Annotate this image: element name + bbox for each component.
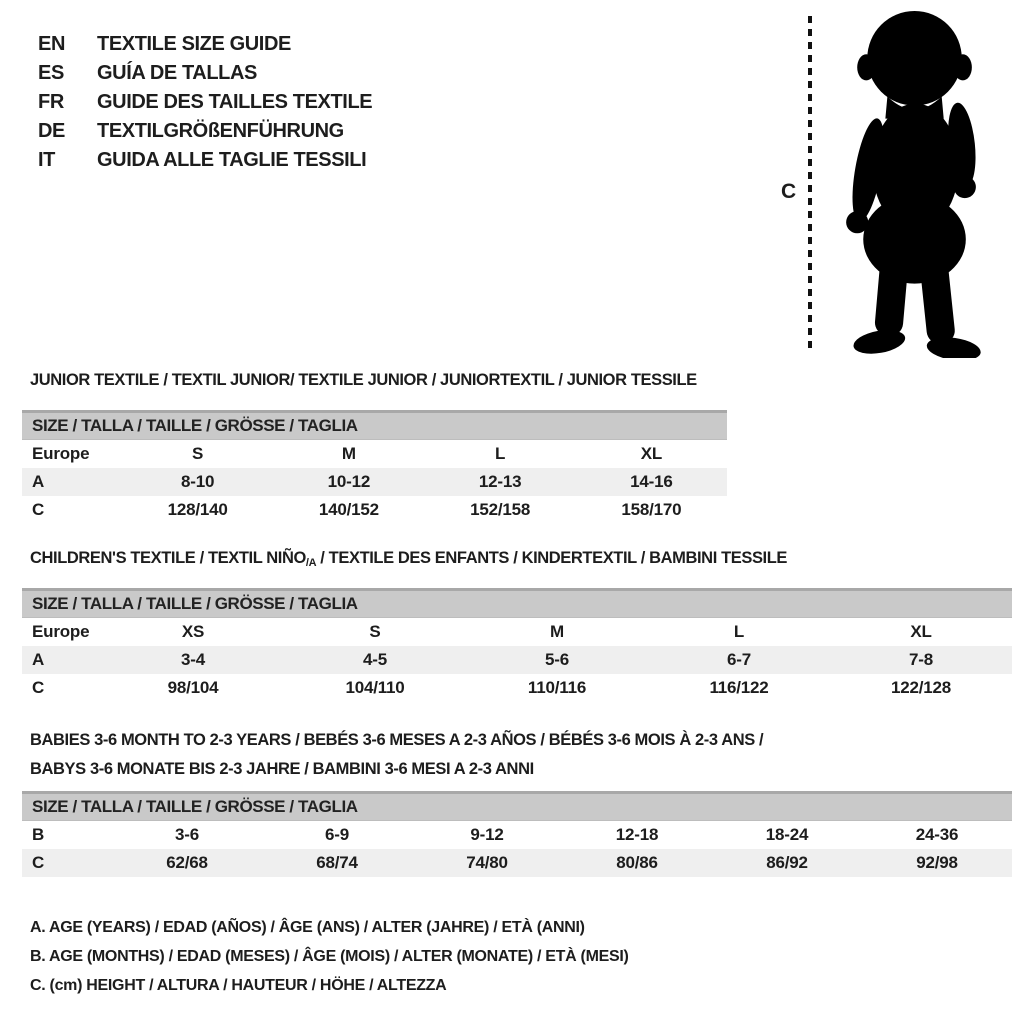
babies-heading-line1: BABIES 3-6 MONTH TO 2-3 YEARS / BEBÉS 3-6 MESES A 2-3 AÑOS / BÉBÉS 3-6 MOIS À 2-3 ANS / (30, 731, 764, 749)
row-label: Europe (32, 444, 90, 463)
children-heading-pre: CHILDREN'S TEXTILE / TEXTIL NIÑO (30, 549, 306, 567)
row-label: C (32, 500, 45, 519)
guide-title-en: TEXTILE SIZE GUIDE (97, 33, 291, 55)
children-row-height (22, 674, 1012, 702)
babies-heading-line2: BABYS 3-6 MONATE BIS 2-3 JAHRE / BAMBINI 3-6 MESI A 2-3 ANNI (30, 760, 534, 778)
age-cell: 4-5 (363, 650, 387, 669)
height-cell: 74/80 (466, 853, 508, 872)
language-code-de: DE (38, 120, 65, 142)
height-cell: 104/110 (345, 678, 405, 697)
silhouette-ear-left (857, 54, 875, 80)
row-label: C (32, 853, 45, 872)
toddler-silhouette (820, 6, 998, 358)
junior-row-age (22, 468, 727, 496)
silhouette-leg-right (919, 258, 956, 345)
junior-section-heading: JUNIOR TEXTILE / TEXTIL JUNIOR/ TEXTILE JUNIOR / JUNIORTEXTIL / JUNIOR TESSILE (30, 371, 697, 389)
height-measure-label: C (781, 180, 797, 203)
height-cell: 86/92 (766, 853, 808, 872)
language-row-de (38, 117, 372, 146)
height-cell: 140/152 (318, 500, 379, 519)
children-size-table (22, 588, 1012, 702)
language-code-en: EN (38, 33, 65, 55)
language-row-en (38, 30, 372, 59)
height-cell: 128/140 (167, 500, 228, 519)
months-cell: 3-6 (175, 825, 199, 844)
height-cell: 110/116 (527, 678, 587, 697)
babies-size-table (22, 791, 1012, 877)
height-cell: 80/86 (616, 853, 658, 872)
size-cell: L (733, 622, 745, 641)
children-row-europe (22, 618, 1012, 646)
guide-title-es: GUÍA DE TALLAS (97, 62, 257, 84)
age-cell: 12-13 (478, 472, 522, 491)
babies-row-months (22, 821, 1012, 849)
language-code-it: IT (38, 149, 55, 171)
height-cell: 122/128 (890, 678, 952, 697)
language-code-es: ES (38, 62, 64, 84)
children-heading-post: / TEXTILE DES ENFANTS / KINDERTEXTIL / BAMBINI TESSILE (316, 549, 788, 567)
age-cell: 3-4 (181, 650, 205, 669)
age-cell: 10-12 (327, 472, 371, 491)
age-cell: 5-6 (545, 650, 569, 669)
height-cell: 158/170 (621, 500, 682, 519)
height-cell: 62/68 (166, 853, 208, 872)
junior-row-europe (22, 440, 727, 468)
junior-row-height (22, 496, 727, 524)
size-cell: M (550, 622, 564, 641)
guide-title-de: TEXTILGRÖßENFÜHRUNG (97, 120, 344, 142)
language-row-it (38, 146, 372, 175)
row-label: C (32, 678, 45, 697)
height-cell: 92/98 (916, 853, 958, 872)
language-row-fr (38, 88, 372, 117)
legend-line-b: B. AGE (MONTHS) / EDAD (MESES) / ÂGE (MOIS) / ALTER (MONATE) / ETÀ (MESI) (30, 948, 629, 965)
silhouette-hand-right (954, 176, 976, 198)
children-size-header-bar: SIZE / TALLA / TAILLE / GRÖSSE / TAGLIA (22, 588, 1012, 618)
size-cell: XS (181, 622, 205, 641)
height-cell: 116/122 (709, 678, 769, 697)
children-section-heading (30, 549, 787, 569)
row-label: A (32, 650, 45, 669)
row-label: A (32, 472, 45, 491)
age-cell: 8-10 (181, 472, 215, 491)
guide-title-fr: GUIDE DES TAILLES TEXTILE (97, 91, 373, 113)
babies-row-height (22, 849, 1012, 877)
height-cell: 68/74 (316, 853, 358, 872)
size-cell: XL (640, 444, 663, 463)
junior-size-header-bar: SIZE / TALLA / TAILLE / GRÖSSE / TAGLIA (22, 410, 727, 440)
size-cell: S (369, 622, 381, 641)
age-cell: 6-7 (727, 650, 751, 669)
row-label: B (32, 825, 45, 844)
babies-size-header-bar: SIZE / TALLA / TAILLE / GRÖSSE / TAGLIA (22, 791, 1012, 821)
silhouette-shorts (863, 195, 966, 284)
months-cell: 9-12 (470, 825, 504, 844)
size-cell: S (192, 444, 204, 463)
silhouette-ear-right (954, 54, 972, 80)
junior-size-table (22, 410, 727, 524)
language-code-fr: FR (38, 91, 64, 113)
language-title-list (38, 30, 372, 175)
height-dotted-line (808, 16, 812, 354)
months-cell: 18-24 (765, 825, 809, 844)
legend-line-c: C. (cm) HEIGHT / ALTURA / HAUTEUR / HÖHE / ALTEZZA (30, 977, 447, 994)
height-cell: 152/158 (470, 500, 531, 519)
age-cell: 7-8 (909, 650, 933, 669)
size-cell: XL (910, 622, 932, 641)
age-cell: 14-16 (630, 472, 673, 491)
children-heading-sub: /A (305, 557, 317, 569)
silhouette-head (867, 11, 962, 106)
children-row-age (22, 646, 1012, 674)
language-row-es (38, 59, 372, 88)
babies-section-heading (30, 726, 763, 784)
height-cell: 98/104 (167, 678, 219, 697)
legend-line-a: A. AGE (YEARS) / EDAD (AÑOS) / ÂGE (ANS) / ALTER (JAHRE) / ETÀ (ANNI) (30, 919, 585, 936)
legend (30, 913, 629, 1000)
size-cell: L (495, 444, 506, 463)
months-cell: 6-9 (325, 825, 349, 844)
guide-title-it: GUIDA ALLE TAGLIE TESSILI (97, 149, 367, 171)
row-label: Europe (32, 622, 90, 641)
months-cell: 24-36 (915, 825, 959, 844)
months-cell: 12-18 (615, 825, 659, 844)
size-cell: M (341, 444, 356, 463)
